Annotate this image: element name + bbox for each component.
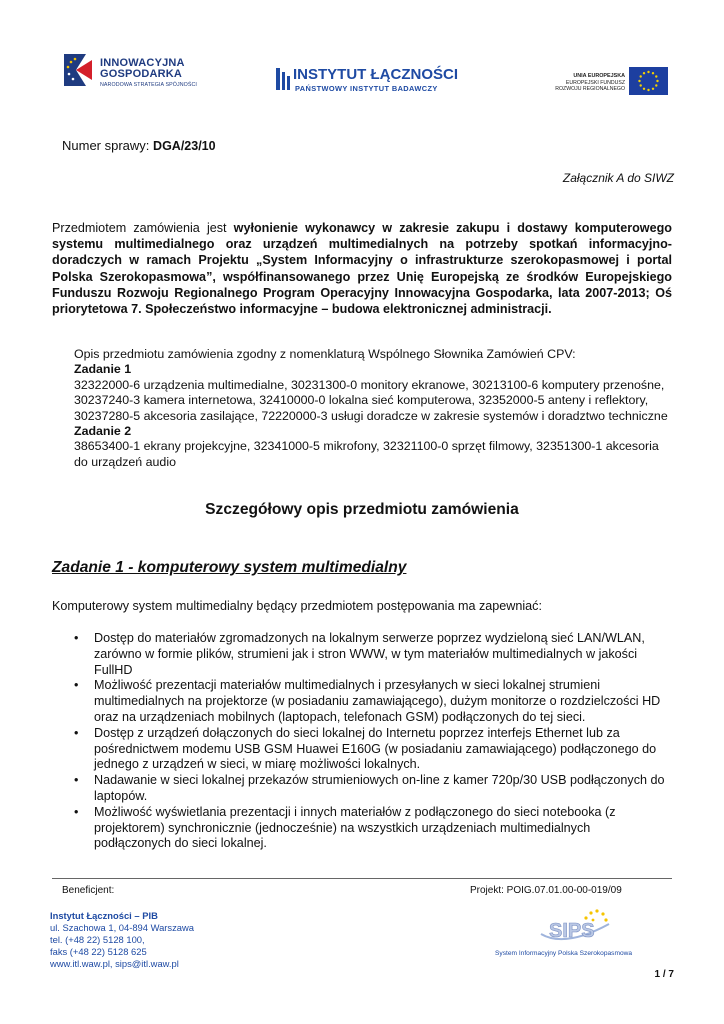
list-item-text: Możliwość prezentacji materiałów multimedialnych i przesyłanych w sieci lokalnej strumieni multimedialnych na projektorze (w posiadaniu zamawiającego), dużym monitorze o rozdzielczości HD oraz na urządzeniach mobilnych (laptopach, telefonach GSM) podłączonych do tej sieci.	[94, 678, 661, 724]
case-number-value: DGA/23/10	[153, 139, 216, 153]
case-number	[62, 138, 216, 153]
section-title: Szczegółowy opis przedmiotu zamówienia	[205, 501, 519, 518]
ig-logo-icon	[62, 50, 96, 90]
intro-lead: Przedmiotem zamówienia jest	[52, 221, 234, 235]
il-logo-icon	[275, 66, 291, 92]
ue-logo-line2: EUROPEJSKI FUNDUSZ	[565, 79, 625, 86]
cpv-intro: Opis przedmiotu zamówienia zgodny z nomenklaturą Wspólnego Słownika Zamówień CPV:	[74, 347, 576, 361]
intro-bold: wyłonienie wykonawcy w zakresie zakupu i dostawy komputerowego systemu multimedialnego oraz urządzeń multimedialnych na potrzeby spotkań informacyjno-doradczych w ramach Projektu „System Informacyjny o infrastrukturze szerokopasmowej i portal Polska Szerokopasmowa”, współfinansowanego przez Unię Europejską ze środków Europejskiego Funduszu Rozwoju Regionalnego Program Operacyjny Innowacyjna Gospodarka, lata 2007-2013; Oś priorytetowa 7. Społeczeństwo informacyjne – budowa elektronicznej administracji.	[52, 221, 672, 317]
project-number: Projekt: POIG.07.01.00-00-019/09	[470, 885, 622, 896]
requirements-list	[70, 631, 670, 852]
il-logo-line1: INSTYTUT ŁĄCZNOŚCI	[293, 66, 458, 83]
footer-divider	[52, 878, 672, 879]
bullet-icon: •	[74, 804, 79, 819]
bullet-icon: •	[74, 631, 79, 645]
bullet-icon: •	[74, 725, 79, 740]
phone: tel. (+48 22) 5128 100,	[50, 934, 145, 945]
sips-logo-icon	[535, 908, 615, 946]
task-lead: Komputerowy system multimedialny będący przedmiotem postępowania ma zapewniać:	[52, 599, 542, 613]
list-item-text: Możliwość wyświetlania prezentacji i innych materiałów z podłączonego do sieci notebooka (z projektorem) synchronicznie (jednocześnie) na wszystkich urządzeniach multimedialnych podłączonych do sieci lokalnej.	[94, 804, 616, 851]
list-item-text: Dostęp do materiałów zgromadzonych na lokalnym serwerze poprzez wydzieloną sieć LAN/WLAN, zarówno w formie plików, strumieni jak i stron WWW, w tym materiałów multimedialnych w jakości FullHD	[94, 631, 645, 677]
sips-caption: System Informacyjny Polska Szerokopasmowa	[495, 950, 633, 957]
task2-codes: 38653400-1 ekrany projekcyjne, 32341000-5 mikrofony, 32321100-0 sprzęt filmowy, 32351300-1 akcesoria do urządzeń audio	[74, 439, 659, 469]
list-item	[70, 631, 670, 678]
beneficiary-label: Beneficjent:	[62, 885, 115, 896]
fax: faks (+48 22) 5128 625	[50, 946, 147, 957]
ig-logo-line1: INNOWACYJNA	[100, 57, 185, 69]
sips-logo	[495, 908, 655, 964]
task-heading: Zadanie 1 - komputerowy system multimedialny	[52, 559, 407, 576]
bullet-icon: •	[74, 773, 79, 788]
eu-flag-icon	[629, 67, 668, 95]
page-number: 1 / 7	[654, 969, 674, 980]
bullet-icon: •	[74, 678, 79, 693]
task2-title: Zadanie 2	[74, 424, 132, 439]
annex-label: Załącznik A do SIWZ	[562, 171, 674, 185]
list-item	[70, 773, 670, 805]
list-item	[70, 678, 670, 725]
org-name: Instytut Łączności – PIB	[50, 910, 158, 921]
task1-codes: 32322000-6 urządzenia multimedialne, 30231300-0 monitory ekranowe, 30213100-6 komputery przenośne, 30237240-3 kamera internetowa, 32410000-0 lokalna sieć komputerowa, 32352000-5 anteny i reflektory, 30237280-5 akcesoria zasilające, 72220000-3 usługi doradcze w zakresie systemów i doradztwo techniczne	[74, 377, 668, 423]
ue-logo-line1: UNIA EUROPEJSKA	[573, 73, 625, 79]
web-email: www.itl.waw.pl, sips@itl.waw.pl	[50, 958, 179, 969]
case-label: Numer sprawy:	[62, 138, 150, 153]
address-line: ul. Szachowa 1, 04-894 Warszawa	[50, 922, 194, 933]
list-item-text: Nadawanie w sieci lokalnej przekazów strumieniowych on-line z kamer 720p/30 USB podłączonych do laptopów.	[94, 773, 665, 803]
list-item	[70, 726, 670, 773]
instytut-lacznosci-logo	[275, 66, 458, 102]
footer-address	[50, 910, 194, 970]
ue-logo-line3: ROZWOJU REGIONALNEGO	[555, 86, 625, 92]
list-item	[70, 805, 670, 852]
task1-title: Zadanie 1	[74, 362, 132, 377]
list-item-text: Dostęp z urządzeń dołączonych do sieci lokalnej do Internetu poprzez interfejs Ethernet lub za pośrednictwem modemu USB GSM Huawei E160G (w posiadaniu zamawiającego) podłączonego do jednego z urządzeń w sieci, w miarę możliwości lokalnych.	[94, 725, 657, 772]
intro-paragraph	[52, 220, 672, 317]
sips-logo-text: SIPS	[549, 920, 595, 942]
eu-fund-logo	[555, 67, 665, 99]
ig-logo-line3: NARODOWA STRATEGIA SPÓJNOŚCI	[100, 82, 197, 88]
il-logo-line2: PAŃSTWOWY INSTYTUT BADAWCZY	[295, 84, 438, 93]
cpv-block	[74, 347, 674, 470]
innowacyjna-gospodarka-logo	[62, 50, 212, 104]
ig-logo-line2: GOSPODARKA	[100, 68, 183, 80]
